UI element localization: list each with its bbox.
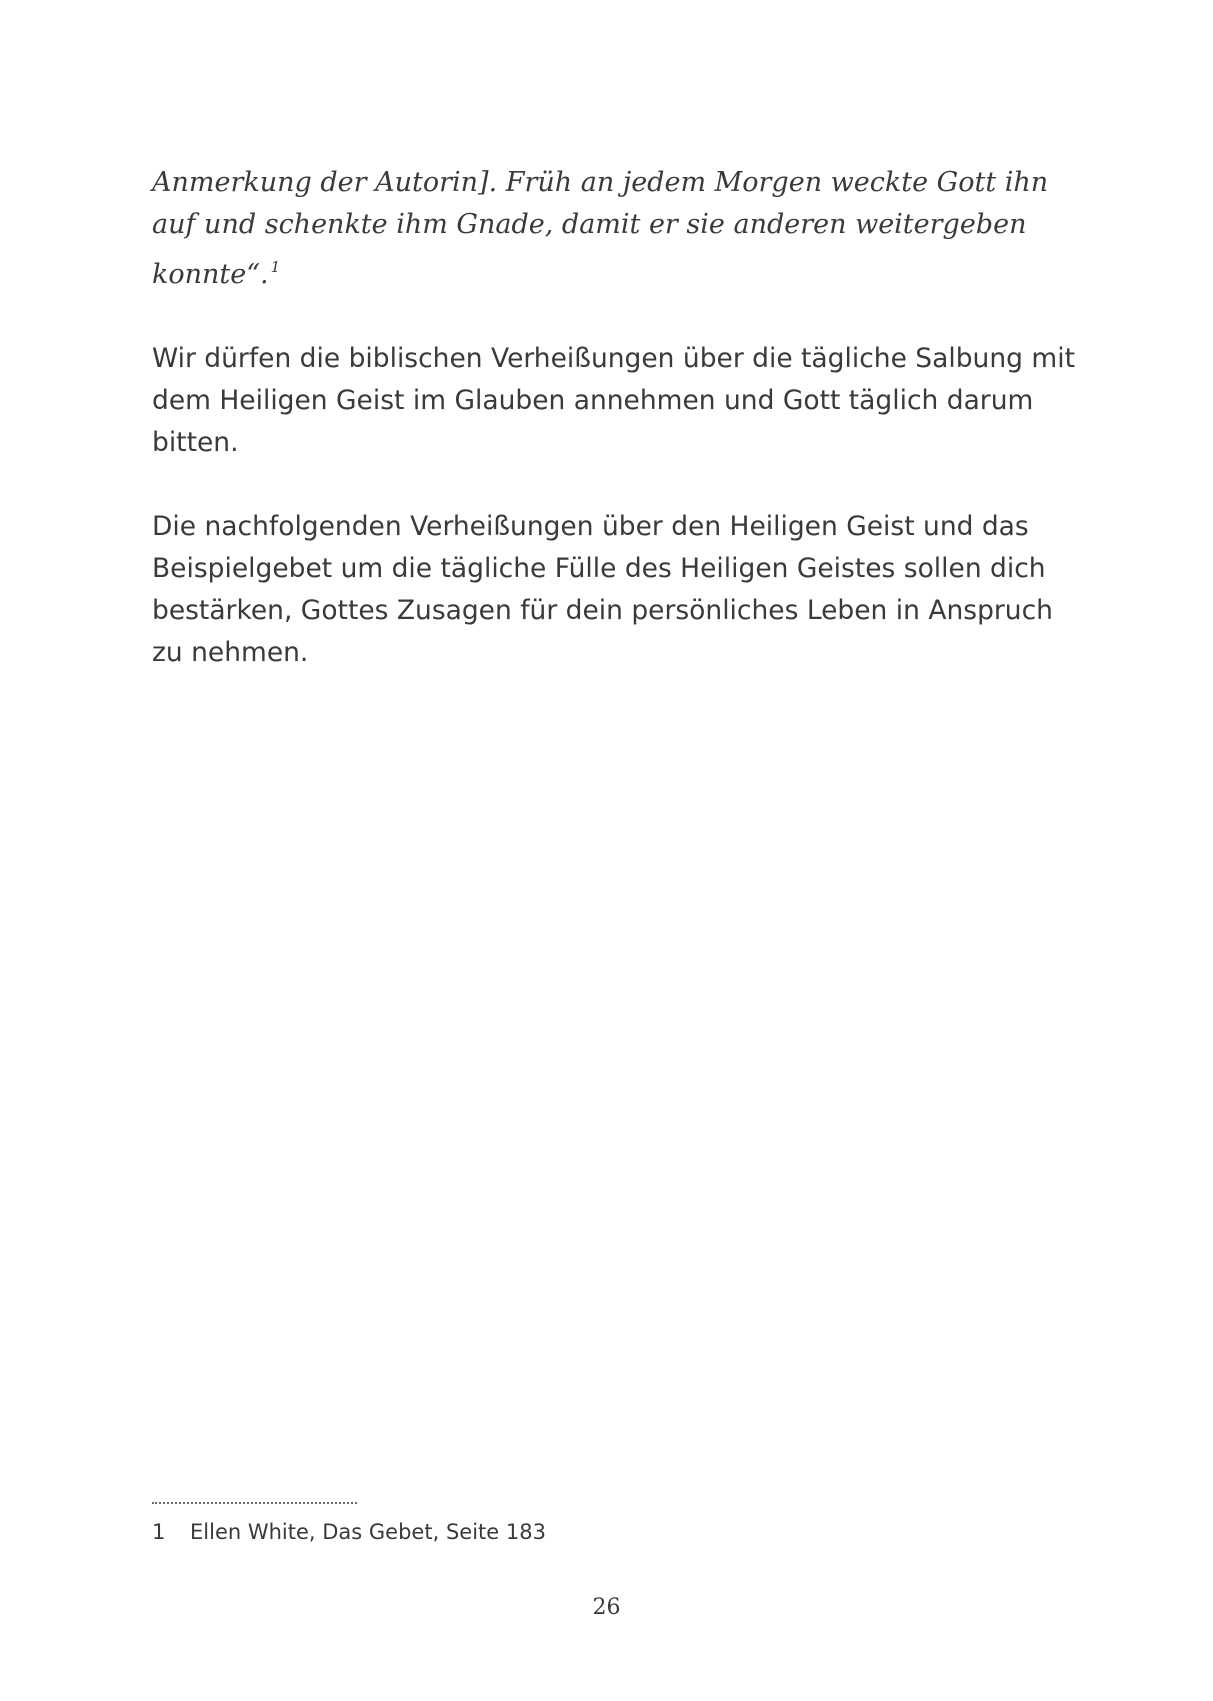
page-number: 26 — [592, 1595, 621, 1620]
footnote-number: 1 — [152, 1520, 166, 1544]
footnote-reference[interactable]: 1 — [270, 258, 281, 276]
footnote-divider — [152, 1502, 357, 1504]
quote-text: Anmerkung der Autorin]. Früh an jedem Morgen weckte Gott ihn auf und schenkte ihm Gnade, damit er sie anderen weitergeben konnte“. — [152, 167, 1049, 290]
footnote — [152, 1517, 546, 1547]
footnote-text: Ellen White, Das Gebet, Seite 183 — [190, 1520, 546, 1544]
paragraph-following: Die nachfolgenden Verheißungen über den Heiligen Geist und das Beispielgebet um die tägliche Fülle des Heiligen Geistes sollen dich bestärken, Gottes Zusagen für dein persönliches Leben in Anspruch zu nehmen. — [152, 511, 1053, 668]
quote-paragraph — [152, 162, 1082, 296]
body-text — [152, 162, 1082, 716]
paragraph-promises: Wir dürfen die biblischen Verheißungen über die tägliche Salbung mit dem Heiligen Geist im Glauben annehmen und Gott täglich darum bitten. — [152, 343, 1075, 458]
